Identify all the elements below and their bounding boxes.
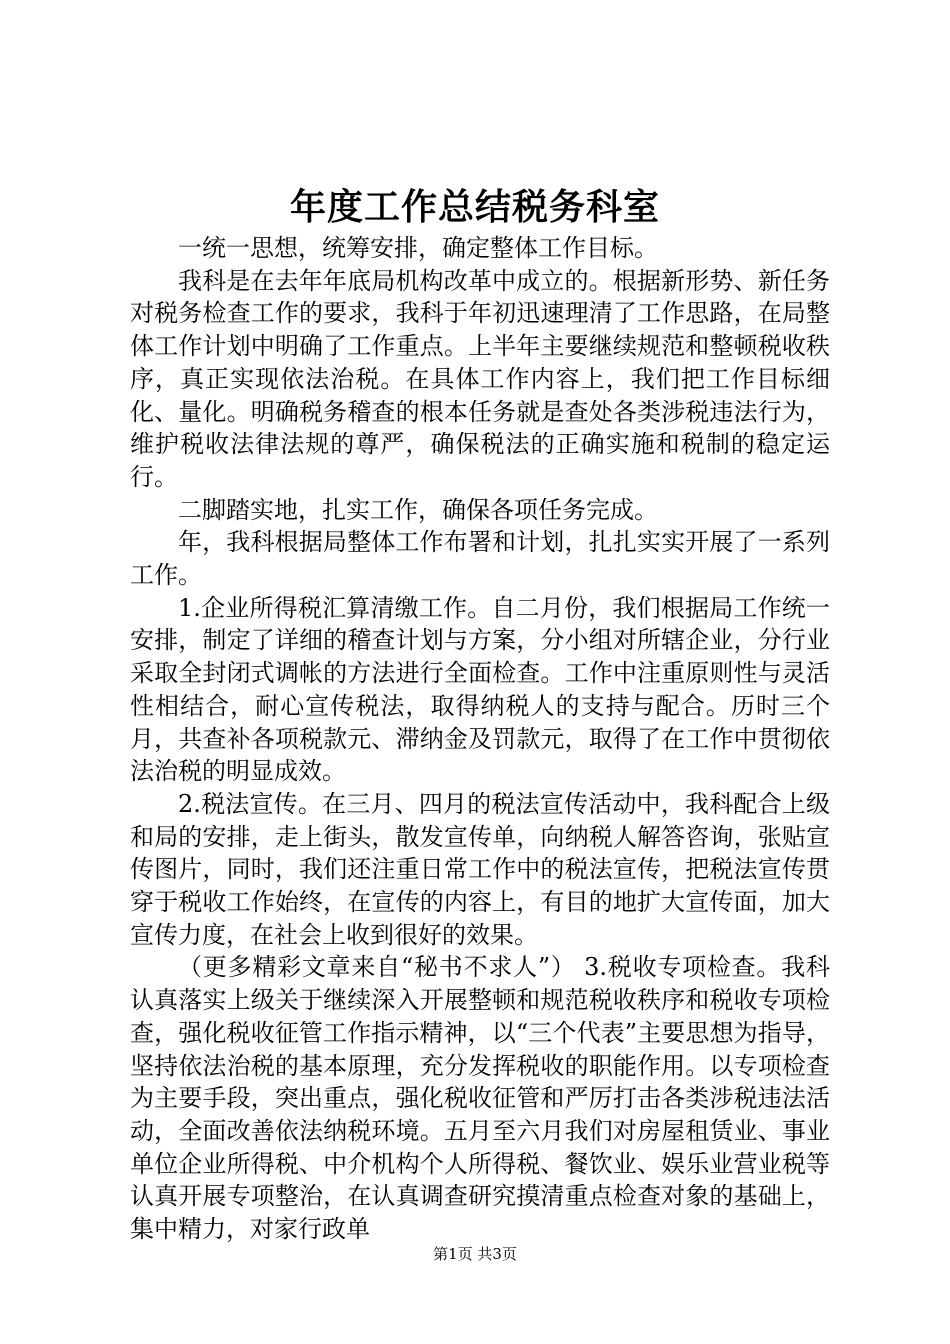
page-footer: 第1页 共3页	[433, 1245, 517, 1263]
paragraph-5: 1.企业所得税汇算清缴工作。自二月份，我们根据局工作统一安排，制定了详细的稽查计划与方案，分小组对所辖企业，分行业采取全封闭式调帐的方法进行全面检查。工作中注重原则性与灵活性相结合，耐心宣传税法，取得纳税人的支持与配合。历时三个月，共查补各项税款元、滞纳金及罚款元，取得了在工作中贯彻依法治税的明显成效。	[130, 593, 830, 786]
paragraph-4: 年，我科根据局整体工作布署和计划，扎扎实实开展了一系列工作。	[130, 528, 830, 590]
paragraph-7: （更多精彩文章来自“秘书不求人”） 3.税收专项检查。我科认真落实上级关于继续深入开展整顿和规范税收秩序和税收专项检查，强化税收征管工作指示精神，以“三个代表”主要思想为指导，坚持依法治税的基本原理，充分发挥税收的职能作用。以专项检查为主要手段，突出重点，强化税收征管和严厉打击各类涉税违法活动，全面改善依法纳税环境。五月至六月我们对房屋租赁业、事业单位企业所得税、中介机构个人所得税、餐饮业、娱乐业营业税等认真开展专项整治，在认真调查研究摸清重点检查对象的基础上，集中精力，对家行政单	[130, 953, 830, 1244]
paragraph-2: 我科是在去年年底局机构改革中成立的。根据新形势、新任务对税务检查工作的要求，我科于年初迅速理清了工作思路，在局整体工作计划中明确了工作重点。上半年主要继续规范和整顿税收秩序，真正实现依法治税。在具体工作内容上，我们把工作目标细化、量化。明确税务稽查的根本任务就是查处各类涉税违法行为，维护税收法律法规的尊严，确保税法的正确实施和税制的稳定运行。	[130, 266, 830, 491]
document-title: 年度工作总结税务科室	[289, 187, 660, 228]
paragraph-6: 2.税法宣传。在三月、四月的税法宣传活动中，我科配合上级和局的安排，走上街头，散发宣传单，向纳税人解答咨询，张贴宣传图片，同时，我们还注重日常工作中的税法宣传，把税法宣传贯穿于税收工作始终，在宣传的内容上，有目的地扩大宣传面，加大宣传力度，在社会上收到很好的效果。	[130, 789, 830, 949]
paragraph-3: 二脚踏实地，扎实工作，确保各项任务完成。	[178, 495, 658, 524]
paragraph-1: 一统一思想，统筹安排，确定整体工作目标。	[178, 234, 658, 262]
document-body	[130, 232, 830, 1246]
